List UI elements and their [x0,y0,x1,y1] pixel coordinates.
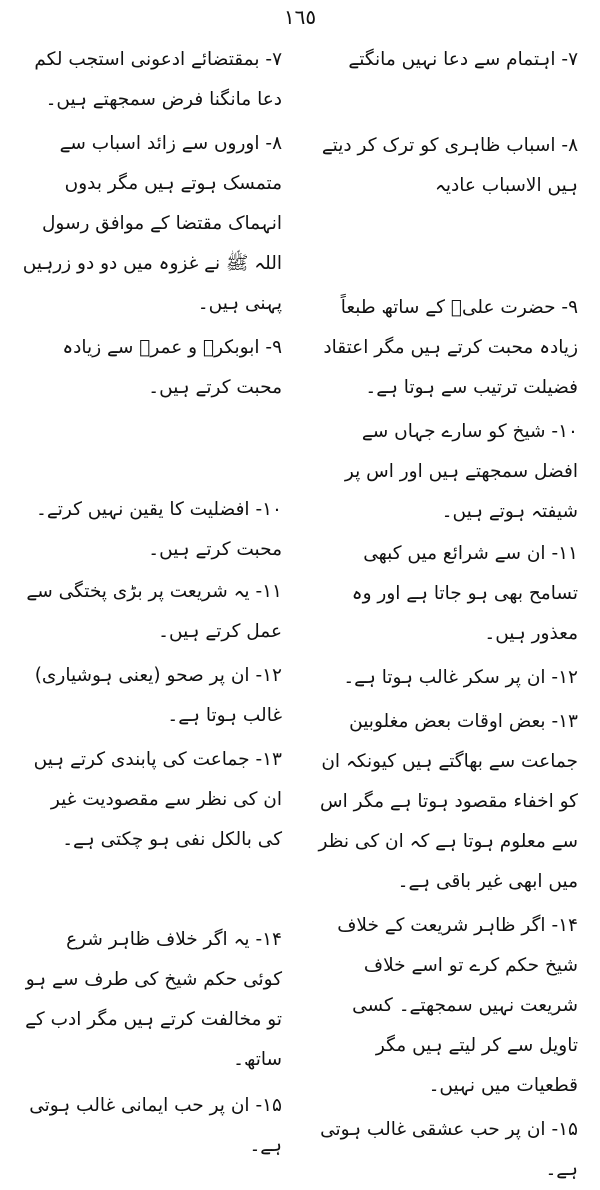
right-item-14: ۱۴- اگر ظاہر شریعت کے خلاف شیخ حکم کرے تو اسے خلاف شریعت نہیں سمجھتے۔ کسی تاویل سے کر لیتے ہیں مگر قطعیات میں نہیں۔ [337,915,578,1096]
left-column [22,40,282,1190]
left-item-9: ۹- ابوبکرؓ و عمرؓ سے زیادہ محبت کرتے ہیں۔ [62,337,282,398]
left-item-10: ۱۰- افضلیت کا یقین نہیں کرتے۔ محبت کرتے ہیں۔ [36,499,282,560]
right-item-8: ۸- اسباب ظاہری کو ترک کر دیتے ہیں الاسباب عادیہ [321,135,578,196]
left-item-15: ۱۵- ان پر حب ایمانی غالب ہوتی ہے۔ [29,1095,282,1156]
right-item-11: ۱۱- ان سے شرائع میں کبھی تسامح بھی ہو جاتا ہے اور وہ معذور ہیں۔ [351,543,578,644]
right-item-9: ۹- حضرت علیؓ کے ساتھ طبعاً زیادہ محبت کرتے ہیں مگر اعتقاد فضیلت ترتیب سے ہوتا ہے۔ [323,297,578,398]
right-item-15: ۱۵- ان پر حب عشقی غالب ہوتی ہے۔ [320,1119,578,1180]
right-item-10: ۱۰- شیخ کو سارے جہاں سے افضل سمجھتے ہیں اور اس پر شیفتہ ہوتے ہیں۔ [344,421,578,522]
left-item-11: ۱۱- یہ شریعت پر بڑی پختگی سے عمل کرتے ہیں۔ [26,581,282,642]
right-column [318,40,578,1190]
right-item-7: ۷- اہتمام سے دعا نہیں مانگتے [348,49,578,70]
right-item-12: ۱۲- ان پر سکر غالب ہوتا ہے۔ [343,667,578,688]
left-item-12: ۱۲- ان پر صحو (یعنی ہوشیاری) غالب ہوتا ہے۔ [34,665,282,726]
comparison-columns [22,40,578,1180]
left-item-8: ۸- اوروں سے زائد اسباب سے متمسک ہوتے ہیں مگر بدوں انہماک مقتضا کے موافق رسول اللہ ﷺ نے غزوہ میں دو دو زرہیں پہنی ہیں۔ [22,133,282,314]
page-number: ١٦٥ [283,5,317,29]
left-item-7: ۷- بمقتضائے ادعونی استجب لکم دعا مانگنا فرض سمجھتے ہیں۔ [34,49,282,110]
left-item-13: ۱۳- جماعت کی پابندی کرتے ہیں ان کی نظر سے مقصودیت غیر کی بالکل نفی ہو چکتی ہے۔ [33,749,282,850]
right-item-13: ۱۳- بعض اوقات بعض مغلوبین جماعت سے بھاگتے ہیں کیونکہ ان کو اخفاء مقصود ہوتا ہے مگر اس سے معلوم ہوتا ہے کہ ان کی نظر میں ابھی غیر باقی ہے۔ [318,711,578,892]
left-item-14: ۱۴- یہ اگر خلاف ظاہر شرع کوئی حکم شیخ کی طرف سے ہو تو مخالفت کرتے ہیں مگر ادب کے ساتھ۔ [25,929,282,1070]
